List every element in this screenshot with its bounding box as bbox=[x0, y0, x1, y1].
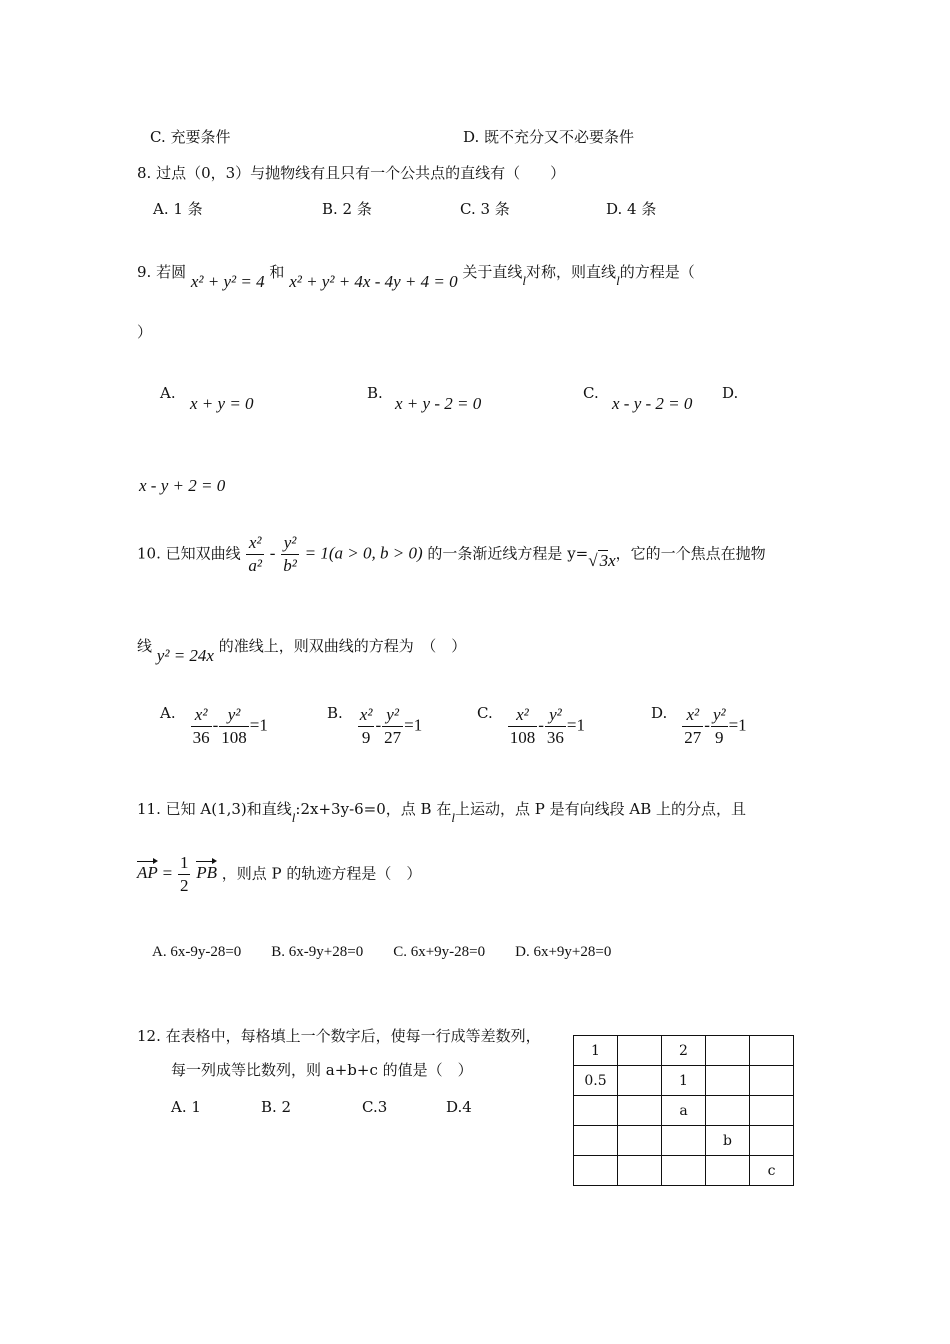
q11-line-var-2: l bbox=[451, 810, 455, 825]
grid-cell bbox=[750, 1096, 794, 1126]
q10-option-den2: 27 bbox=[384, 727, 402, 747]
q10-option bbox=[651, 706, 747, 747]
q9-line-var: l bbox=[522, 273, 527, 288]
q10-text1: 的一条渐近线方程是 y= bbox=[427, 544, 589, 563]
q9-text2: 对称，则直线 bbox=[526, 263, 617, 281]
grid-cell bbox=[618, 1126, 662, 1156]
q8-option-c: C. 3 条 bbox=[460, 200, 510, 218]
grid-cell: 1 bbox=[574, 1036, 618, 1066]
q11-options: A. 6x-9y-28=0 B. 6x-9y+28=0 C. 6x+9y-28=0 D. 6x+9y+28=0 bbox=[152, 944, 612, 960]
q10-option bbox=[327, 706, 422, 747]
q10-option-rhs: =1 bbox=[728, 715, 747, 735]
q10-option-frac2 bbox=[545, 706, 566, 747]
q12-line2: 每一列成等比数列，则 a+b+c 的值是（ ） bbox=[171, 1061, 473, 1079]
q10-option-num1: x² bbox=[358, 706, 375, 727]
grid-row bbox=[574, 1156, 794, 1186]
q9-and: 和 bbox=[269, 263, 285, 281]
q10-option-num2: y² bbox=[382, 706, 403, 727]
grid-cell bbox=[750, 1126, 794, 1156]
q9-option-b-label: B. bbox=[367, 384, 383, 402]
grid-row bbox=[574, 1036, 794, 1066]
q10-option-num2: y² bbox=[711, 706, 728, 727]
q10-option-minus: - bbox=[704, 715, 710, 735]
grid-cell bbox=[662, 1156, 706, 1186]
q10-frac1-num: x² bbox=[246, 534, 264, 555]
q10-prefix: 10. 已知双曲线 bbox=[137, 544, 241, 563]
q10-text4: 的准线上，则双曲线的方程为 （ ） bbox=[218, 637, 467, 655]
q10-sqrt: √ 3x bbox=[588, 551, 616, 571]
grid-cell bbox=[574, 1126, 618, 1156]
q10-option-frac1 bbox=[191, 706, 212, 747]
q9-circle2: x² + y² + 4x - 4y + 4 = 0 bbox=[289, 272, 458, 291]
q10-frac-y-over-b bbox=[281, 534, 299, 575]
q12-option-d: D.4 bbox=[446, 1098, 472, 1116]
q10-option-den1: 108 bbox=[509, 727, 536, 747]
q11-eq: = bbox=[162, 863, 173, 883]
q9-option-a-label: A. bbox=[160, 384, 176, 402]
grid-row bbox=[574, 1126, 794, 1156]
grid-cell bbox=[706, 1036, 750, 1066]
q10-minus: - bbox=[269, 543, 276, 563]
q10-option-frac1 bbox=[508, 706, 538, 747]
grid-cell bbox=[706, 1096, 750, 1126]
q10-option-minus: - bbox=[375, 715, 382, 735]
q12-line1: 12. 在表格中，每格填上一个数字后，使每一行成等差数列， bbox=[137, 1027, 541, 1045]
q10-option-num1: x² bbox=[508, 706, 538, 727]
q12-option-b: B. 2 bbox=[261, 1098, 292, 1116]
q11-stem-b: :2x+3y-6=0，点 B 在 bbox=[295, 800, 452, 818]
grid-cell: 2 bbox=[662, 1036, 706, 1066]
q11-half-den: 2 bbox=[179, 875, 189, 895]
grid-cell bbox=[618, 1036, 662, 1066]
q10-option-num2: y² bbox=[545, 706, 566, 727]
q10-option-den2: 108 bbox=[221, 727, 247, 747]
q8-option-a: A. 1 条 bbox=[153, 200, 203, 218]
q8-option-b: B. 2 条 bbox=[322, 200, 372, 218]
q10-option-rhs: =1 bbox=[249, 715, 268, 735]
grid-cell bbox=[574, 1096, 618, 1126]
q10-stem bbox=[137, 534, 766, 575]
q10-stem-line2 bbox=[137, 636, 467, 665]
q10-option-num1: x² bbox=[191, 706, 212, 727]
q10-option-label: C. bbox=[477, 704, 493, 723]
q10-option-num2: y² bbox=[219, 706, 249, 727]
q9-option-d: x - y + 2 = 0 bbox=[139, 476, 226, 495]
grid-cell: a bbox=[662, 1096, 706, 1126]
q10-option-frac1 bbox=[358, 706, 375, 747]
grid-cell bbox=[706, 1156, 750, 1186]
grid-row bbox=[574, 1096, 794, 1126]
q10-frac1-den: a² bbox=[248, 555, 263, 575]
q11-stem-c: 上运动，点 P 是有向线段 AB 上的分点，且 bbox=[454, 800, 747, 818]
q11-line-var: l bbox=[291, 810, 296, 825]
grid-cell bbox=[750, 1066, 794, 1096]
q10-option-label: A. bbox=[160, 704, 176, 723]
q10-option-den2: 36 bbox=[546, 727, 564, 747]
q10-parabola: y² = 24x bbox=[156, 646, 214, 665]
q9-option-c: x - y - 2 = 0 bbox=[612, 394, 693, 413]
q10-option-minus: - bbox=[538, 715, 544, 735]
q10-option-frac2 bbox=[382, 706, 403, 747]
q11-vector-pb: PB bbox=[196, 863, 217, 883]
q11-stem bbox=[137, 800, 747, 825]
grid-cell: c bbox=[750, 1156, 794, 1186]
q10-text2: ，它的一个焦点在抛物 bbox=[615, 544, 766, 563]
q9-option-d-label: D. bbox=[722, 384, 739, 402]
q9-text1: 关于直线 bbox=[462, 263, 523, 281]
q10-sqrt-var: x bbox=[608, 551, 616, 571]
q9-stem bbox=[137, 262, 695, 291]
q8-stem: 8. 过点（0，3）与抛物线有且只有一个公共点的直线有（ ） bbox=[137, 164, 566, 182]
q10-option-frac2 bbox=[711, 706, 728, 747]
q9-close-paren: ） bbox=[137, 323, 153, 341]
q12-option-c: C.3 bbox=[362, 1098, 388, 1116]
q12-number-grid bbox=[573, 1035, 794, 1186]
q9-text3: 的方程是（ bbox=[619, 263, 695, 281]
grid-row bbox=[574, 1066, 794, 1096]
grid-cell bbox=[618, 1066, 662, 1096]
grid-cell bbox=[750, 1036, 794, 1066]
q10-option-rhs: =1 bbox=[566, 715, 585, 735]
q7-option-c: C. 充要条件 bbox=[150, 128, 231, 146]
grid-cell: 1 bbox=[662, 1066, 706, 1096]
q10-frac-x-over-a bbox=[246, 534, 264, 575]
q10-option-num1: x² bbox=[682, 706, 703, 727]
q10-option-label: D. bbox=[651, 704, 668, 723]
q10-option-den1: 9 bbox=[361, 727, 371, 747]
grid-cell bbox=[662, 1126, 706, 1156]
grid-cell: 0.5 bbox=[574, 1066, 618, 1096]
grid-cell bbox=[618, 1156, 662, 1186]
q10-option-den1: 36 bbox=[192, 727, 210, 747]
q10-text3: 线 bbox=[137, 637, 153, 655]
grid-cell bbox=[618, 1096, 662, 1126]
q11-stem-a: 11. 已知 A(1,3)和直线 bbox=[137, 800, 292, 818]
q12-option-a: A. 1 bbox=[171, 1098, 201, 1116]
q9-option-c-label: C. bbox=[583, 384, 599, 402]
grid-cell bbox=[706, 1066, 750, 1096]
q11-half-fraction bbox=[178, 854, 191, 895]
q9-option-a: x + y = 0 bbox=[190, 394, 254, 413]
q11-vector-ap: AP bbox=[137, 863, 158, 883]
q10-option-den2: 9 bbox=[715, 727, 724, 747]
grid-cell: b bbox=[706, 1126, 750, 1156]
q10-frac2-num: y² bbox=[281, 534, 299, 555]
q8-option-d: D. 4 条 bbox=[606, 200, 657, 218]
grid-cell bbox=[574, 1156, 618, 1186]
q10-option-frac2 bbox=[219, 706, 249, 747]
q10-option-rhs: =1 bbox=[404, 715, 423, 735]
q10-option-minus: - bbox=[212, 715, 219, 735]
q11-half-num: 1 bbox=[178, 854, 191, 875]
q10-sqrt-arg: 3 bbox=[599, 551, 609, 571]
q9-prefix: 9. 若圆 bbox=[137, 263, 187, 281]
q10-eq-tail: = 1(a > 0, b > 0) bbox=[304, 543, 423, 563]
q11-stem-d: ，则点 P 的轨迹方程是（ ） bbox=[221, 864, 422, 883]
q10-option-label: B. bbox=[327, 704, 343, 723]
q11-stem-line2 bbox=[137, 854, 421, 895]
q10-option bbox=[160, 706, 268, 747]
q10-option-frac1 bbox=[682, 706, 703, 747]
q7-option-d: D. 既不充分又不必要条件 bbox=[463, 128, 635, 146]
q10-frac2-den: b² bbox=[283, 555, 297, 575]
q9-option-b: x + y - 2 = 0 bbox=[395, 394, 482, 413]
q10-option bbox=[477, 706, 585, 747]
q10-option-den1: 27 bbox=[684, 727, 702, 747]
q9-line-var-2: l bbox=[616, 273, 620, 288]
q9-circle1: x² + y² = 4 bbox=[190, 272, 265, 291]
